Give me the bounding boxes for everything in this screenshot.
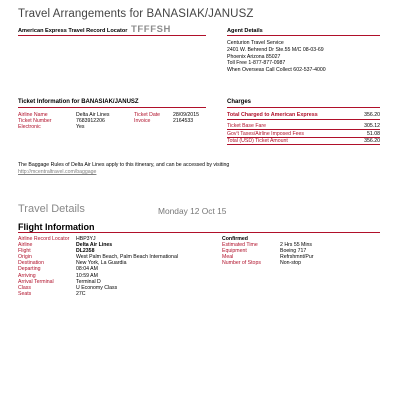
record-locator-code: TFFFSH bbox=[131, 24, 172, 35]
flight-label: Arriving bbox=[18, 272, 36, 279]
baggage-link[interactable]: http://mcentraltravel.com/baggage bbox=[18, 168, 97, 175]
ticket-label: Ticket Date bbox=[134, 112, 161, 118]
agent-details-heading: Agent Details bbox=[227, 28, 263, 34]
charge-label: Gov't Taxes/Airline Imposed Fees bbox=[227, 131, 305, 137]
ticket-info-heading: Ticket Information for BANASIAK/JANUSZ bbox=[18, 99, 139, 105]
flight-label: Destination bbox=[18, 260, 44, 267]
baggage-note bbox=[18, 162, 229, 175]
charge-label: Ticket Base Fare bbox=[227, 123, 267, 129]
flight-value: West Palm Beach, Palm Beach International bbox=[76, 254, 178, 261]
charge-value: 356.20 bbox=[364, 138, 380, 144]
agent-line: When Overseas Call Collect 602-537-4000 bbox=[227, 67, 326, 74]
ticket-values-right bbox=[173, 112, 213, 124]
flight-label: Estimated Time bbox=[222, 242, 258, 248]
charges-total-label: Total Charged to American Express bbox=[227, 112, 318, 118]
agent-line: 2401 W. Behrend Dr Ste.55 M/C 08-03-69 bbox=[227, 46, 324, 53]
flight-labels-right bbox=[222, 242, 282, 266]
flight-label: Seats bbox=[18, 290, 32, 297]
charge-value: 51.08 bbox=[367, 131, 380, 137]
ticket-value: Yes bbox=[76, 124, 85, 131]
ticket-label: Electronic bbox=[18, 124, 41, 131]
flight-info-title: Flight Information bbox=[18, 222, 95, 232]
ticket-value: Delta Air Lines bbox=[76, 112, 110, 118]
divider bbox=[227, 35, 380, 36]
divider bbox=[18, 107, 206, 108]
flight-value: Refrshmnt/Pur bbox=[280, 254, 314, 261]
flight-label: Origin bbox=[18, 254, 32, 261]
charges-heading: Charges bbox=[227, 99, 252, 105]
flight-label: Meal bbox=[222, 254, 234, 261]
agent-details bbox=[227, 40, 326, 74]
agent-line: Centurion Travel Service bbox=[227, 40, 284, 46]
ticket-value: 28/09/2015 bbox=[173, 112, 199, 118]
divider bbox=[227, 107, 380, 108]
charges-total-value: 356.20 bbox=[364, 112, 380, 118]
flight-value: Terminal D bbox=[76, 278, 101, 285]
ticket-value: 7683912206 bbox=[76, 118, 105, 125]
flight-label: Departing bbox=[18, 266, 41, 273]
flight-value: Delta Air Lines bbox=[76, 242, 113, 249]
flight-status: Confirmed bbox=[222, 236, 248, 242]
flight-values-left bbox=[76, 236, 216, 297]
flight-value: HBP3YJ bbox=[76, 236, 96, 242]
ticket-labels-right bbox=[134, 112, 174, 124]
flight-value: 08:04 AM bbox=[76, 266, 98, 273]
charge-value: 305.12 bbox=[364, 123, 380, 129]
ticket-value: 2164533 bbox=[173, 118, 194, 125]
travel-details-title: Travel Details bbox=[18, 203, 85, 215]
ticket-values-left bbox=[76, 112, 131, 130]
flight-label: Class bbox=[18, 284, 31, 291]
divider bbox=[227, 129, 380, 130]
agent-line: Phoenix Arizona 85027 bbox=[227, 53, 281, 60]
flight-label: Number of Stops bbox=[222, 260, 261, 267]
flight-label: Flight bbox=[18, 248, 31, 255]
agent-line: Toll Free 1-877-877-0987 bbox=[227, 60, 286, 67]
flight-label: Arrival Terminal bbox=[18, 278, 54, 285]
ticket-label: Invoice bbox=[134, 118, 151, 125]
flight-value: New York, La Guardia bbox=[76, 260, 127, 267]
divider bbox=[227, 119, 380, 120]
page-title: Travel Arrangements for BANASIAK/JANUSZ bbox=[18, 8, 254, 20]
flight-value: 2 Hrs 55 Mins bbox=[280, 242, 312, 248]
ticket-label: Airline Name bbox=[18, 112, 48, 118]
divider bbox=[18, 35, 206, 36]
flight-label: Airline bbox=[18, 242, 33, 249]
flight-value: Non-stop bbox=[280, 260, 302, 267]
ticket-labels-left bbox=[18, 112, 78, 130]
divider bbox=[227, 144, 380, 145]
record-locator-label: American Express Travel Record Locator bbox=[18, 28, 128, 34]
charge-label: Total (USD) Ticket Amount bbox=[227, 138, 288, 144]
ticket-label: Ticket Number bbox=[18, 118, 52, 125]
divider bbox=[18, 232, 380, 233]
flight-value: 10:59 AM bbox=[76, 272, 98, 279]
flight-label: Airline Record Locator bbox=[18, 236, 70, 242]
flight-value: Boeing 717 bbox=[280, 248, 307, 255]
flight-value: 27C bbox=[76, 290, 86, 297]
flight-value: U Economy Class bbox=[76, 284, 118, 291]
travel-date: Monday 12 Oct 15 bbox=[158, 206, 227, 216]
flight-value: DL2358 bbox=[76, 248, 95, 255]
baggage-note-text: The Baggage Rules of Delta Air Lines apply to this itinerary, and can be accessed by visiting bbox=[18, 162, 230, 168]
flight-label: Equipment bbox=[222, 248, 247, 255]
flight-values-right bbox=[280, 242, 360, 266]
